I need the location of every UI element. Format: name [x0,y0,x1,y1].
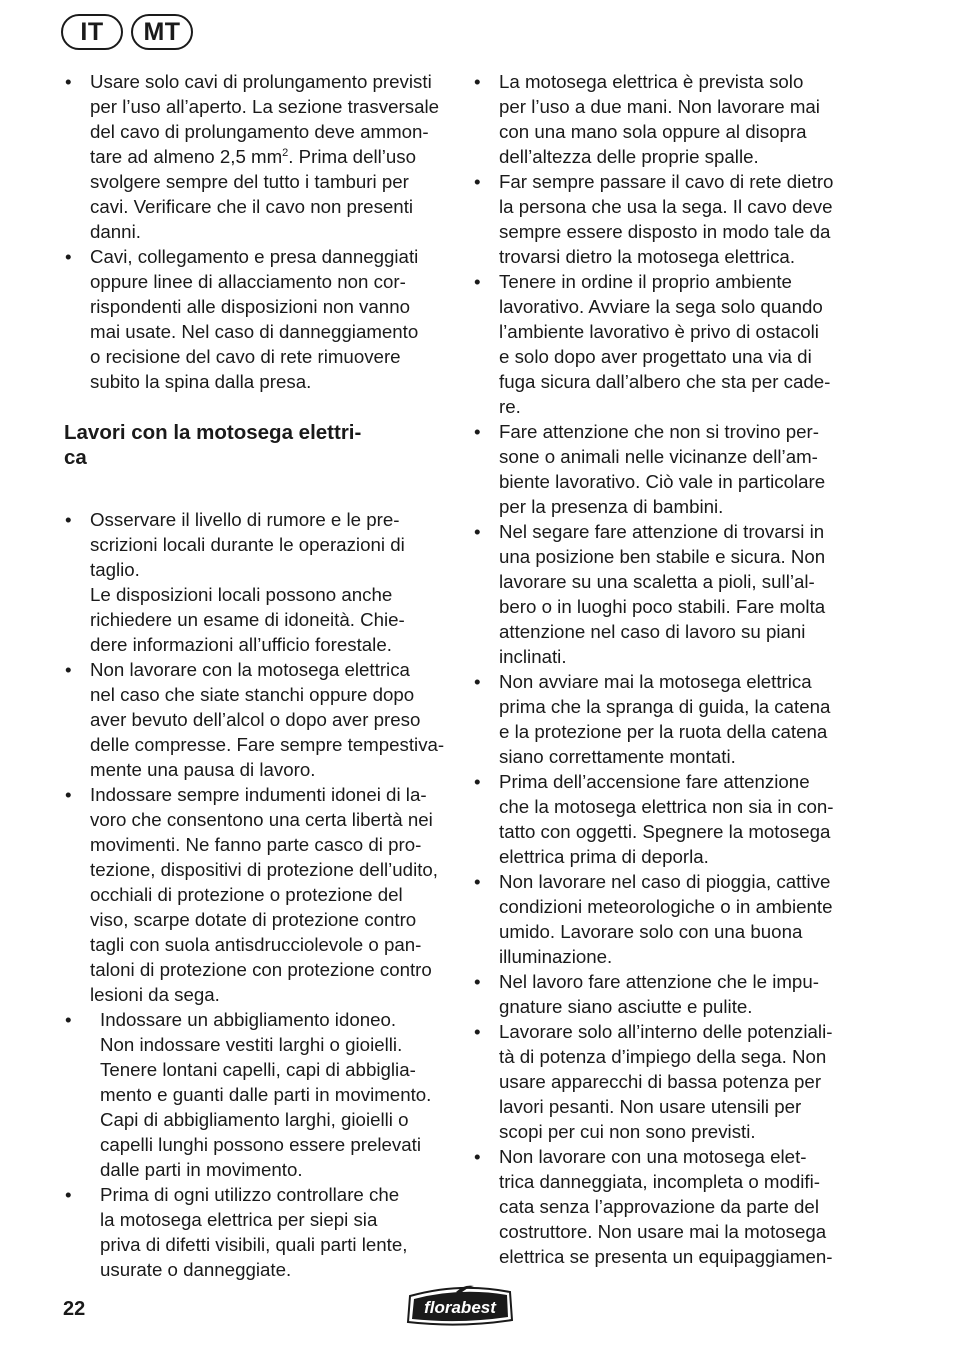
text-line: Capi di abbigliamento larghi, gioielli o [100,1109,409,1130]
bullet-icon: • [474,771,481,792]
text-line: e la protezione per la ruota della catena [499,721,828,742]
text-line: tare ad almeno 2,5 $mm^2$. Prima dell’uso [90,146,417,167]
text-line: Cavi, collegamento e presa danneggiati [90,246,419,267]
bullet-icon: • [65,246,72,267]
text-line: voro che consentono una certa libertà nei [90,809,433,830]
right-list [473,69,863,1269]
text-line: usare apparecchi di bassa potenza per [499,1071,822,1092]
text-line: la persona che usa la sega. Il cavo deve [499,196,833,217]
text-line: richiedere un esame di idoneità. Chie- [90,609,405,630]
text-line: Indossare sempre indumenti idonei di la- [90,784,427,805]
florabest-logo [404,1284,516,1328]
list-item [64,657,449,782]
text-line: umido. Lavorare solo con una buona [499,921,803,942]
text-line: Le disposizioni locali possono anche [90,584,393,605]
list-item [64,507,449,657]
text-line: scrizioni locali durante le operazioni di [90,534,405,555]
left-list-bottom [64,507,449,1282]
text-line: mente una pausa di lavoro. [90,759,316,780]
text-line: dalle parti in movimento. [100,1159,303,1180]
text-line: l’ambiente lavorativo è privo di ostacoli [499,321,819,342]
text-line: cata senza l’approvazione da parte del [499,1196,819,1217]
text-line: dere informazioni all’ufficio forestale. [90,634,392,655]
text-line: La motosega elettrica è prevista solo [499,71,804,92]
text-line: lesioni da sega. [90,984,220,1005]
text-line: condizioni meteorologiche o in ambiente [499,896,833,917]
text-line: elettrica prima di deporla. [499,846,709,867]
list-item [473,1144,863,1269]
text-line: aver bevuto dell’alcol o dopo aver preso [90,709,421,730]
heading-line: Lavori con la motosega elettri- [64,421,362,444]
text-line: tatto con oggetti. Spegnere la motosega [499,821,831,842]
text-line: Indossare un abbigliamento idoneo. [100,1009,397,1030]
bullet-icon: • [65,509,72,530]
text-line: Prima di ogni utilizzo controllare che [100,1184,400,1205]
text-line: inclinati. [499,646,567,667]
text-line: sone o animali nelle vicinanze dell’am- [499,446,818,467]
text-line: danni. [90,221,141,242]
text-line: cavi. Verificare che il cavo non presenti [90,196,414,217]
text-line: taloni di protezione con protezione contro [90,959,432,980]
text-line: nel caso che siate stanchi oppure dopo [90,684,415,705]
text-line: priva di difetti visibili, quali parti lente, [100,1234,408,1255]
text-line: capelli lunghi possono essere prelevati [100,1134,421,1155]
list-item [473,1019,863,1144]
logo-text: florabest [424,1298,496,1317]
text-line: Nel segare fare attenzione di trovarsi in [499,521,825,542]
text-line: attenzione nel caso di lavoro su piani [499,621,806,642]
text-line: siano correttamente montati. [499,746,736,767]
text-line: Prima dell’accensione fare attenzione [499,771,810,792]
text-line: lavorare su una scaletta a pioli, sull’al- [499,571,815,592]
text-line: tezione, dispositivi di protezione dell’udito, [90,859,438,880]
bullet-icon: • [474,671,481,692]
text-line: la motosega elettrica per siepi sia [100,1209,378,1230]
text-line: lavorativo. Avviare la sega solo quando [499,296,823,317]
bullet-icon: • [65,1184,72,1205]
text-line: per la presenza di bambini. [499,496,724,517]
bullet-icon: • [474,971,481,992]
superscript-2: 2 [282,146,289,159]
text-line: usurate o danneggiate. [100,1259,292,1280]
left-column [64,69,449,1282]
text-line: svolgere sempre del tutto i tamburi per [90,171,409,192]
text-line: per l’uso all’aperto. La sezione trasversale [90,96,440,117]
list-item [473,419,863,519]
text-line: del cavo di prolungamento deve ammon- [90,121,429,142]
list-item [64,782,449,1007]
text-line: subito la spina dalla presa. [90,371,312,392]
right-column [473,69,863,1269]
text-line: che la motosega elettrica non sia in con- [499,796,834,817]
page-number: 22 [63,1298,86,1320]
list-item [473,669,863,769]
list-item [473,269,863,419]
list-item [64,69,449,244]
text-line: per l’uso a due mani. Non lavorare mai [499,96,820,117]
text-line: o recisione del cavo di rete rimuovere [90,346,401,367]
text-line: una posizione ben stabile e sicura. Non [499,546,826,567]
text-line: Lavorare solo all’interno delle potenziali- [499,1021,833,1042]
left-list-top [64,69,449,394]
text-line: delle compresse. Fare sempre tempestiva- [90,734,445,755]
text-line: oppure linee di allacciamento non cor- [90,271,406,292]
list-item [64,1007,449,1182]
text-line: Tenere in ordine il proprio ambiente [499,271,792,292]
list-item [473,169,863,269]
text-line: illuminazione. [499,946,613,967]
list-item [64,244,449,394]
list-item [473,69,863,169]
bullet-icon: • [474,521,481,542]
text-line: trovarsi dietro la motosega elettrica. [499,246,796,267]
text-line: Usare solo cavi di prolungamento previsti [90,71,432,92]
bullet-icon: • [474,271,481,292]
text-line: Osservare il livello di rumore e le pre- [90,509,400,530]
text-line: tagli con suola antisdrucciolevole o pan- [90,934,422,955]
text-line: viso, scarpe dotate di protezione contro [90,909,417,930]
language-badges [61,14,193,50]
bullet-icon: • [65,784,72,805]
bullet-icon: • [65,71,72,92]
language-badge-it: IT [61,14,123,50]
text-line: Far sempre passare il cavo di rete dietro [499,171,834,192]
text-line: prima che la spranga di guida, la catena [499,696,831,717]
text-line: mento e guanti dalle parti in movimento. [100,1084,432,1105]
text-line: sempre essere disposto in modo tale da [499,221,831,242]
text-line: e solo dopo aver progettato una via di [499,346,812,367]
text-line: Non lavorare con la motosega elettrica [90,659,410,680]
text-line: taglio. [90,559,140,580]
text-line: occhiali di protezione o protezione del [90,884,403,905]
bullet-icon: • [65,659,72,680]
text-line: Non lavorare con una motosega elet- [499,1146,807,1167]
section-heading [64,420,449,470]
text-line: re. [499,396,521,417]
bullet-icon: • [474,421,481,442]
text-line: mai usate. Nel caso di danneggiamento [90,321,419,342]
bullet-icon: • [474,171,481,192]
list-item [473,869,863,969]
text-line: elettrica se presenta un equipaggiamen- [499,1246,833,1267]
bullet-icon: • [474,1146,481,1167]
text-line: lavori pesanti. Non usare utensili per [499,1096,802,1117]
text-line: con una mano sola oppure al disopra [499,121,807,142]
text-line: Fare attenzione che non si trovino per- [499,421,819,442]
text-line: dell’altezza delle proprie spalle. [499,146,759,167]
text-line: Non indossare vestiti larghi o gioielli. [100,1034,403,1055]
heading-line: ca [64,446,87,469]
text-line: bero o in luoghi poco stabili. Fare molta [499,596,826,617]
list-item [473,969,863,1019]
list-item [473,769,863,869]
text-line: fuga sicura dall’albero che sta per cade- [499,371,831,392]
bullet-icon: • [474,871,481,892]
text-line: scopi per cui non sono previsti. [499,1121,756,1142]
language-badge-mt: MT [131,14,193,50]
text-line: movimenti. Ne fanno parte casco di pro- [90,834,422,855]
text-line: trica danneggiata, incompleta o modifi- [499,1171,820,1192]
text-line: Non lavorare nel caso di pioggia, cattive [499,871,831,892]
list-item [473,519,863,669]
bullet-icon: • [65,1009,72,1030]
text-line: costruttore. Non usare mai la motosega [499,1221,827,1242]
list-item [64,1182,449,1282]
bullet-icon: • [474,1021,481,1042]
text-line: Non avviare mai la motosega elettrica [499,671,812,692]
text-line: Nel lavoro fare attenzione che le impu- [499,971,819,992]
bullet-icon: • [474,71,481,92]
text-line: rispondenti alle disposizioni non vanno [90,296,410,317]
text-line: gnature siano asciutte e pulite. [499,996,753,1017]
text-line: tà di potenza d’impiego della sega. Non [499,1046,827,1067]
text-line: Tenere lontani capelli, capi di abbiglia- [100,1059,416,1080]
text-line: biente lavorativo. Ciò vale in particolare [499,471,826,492]
